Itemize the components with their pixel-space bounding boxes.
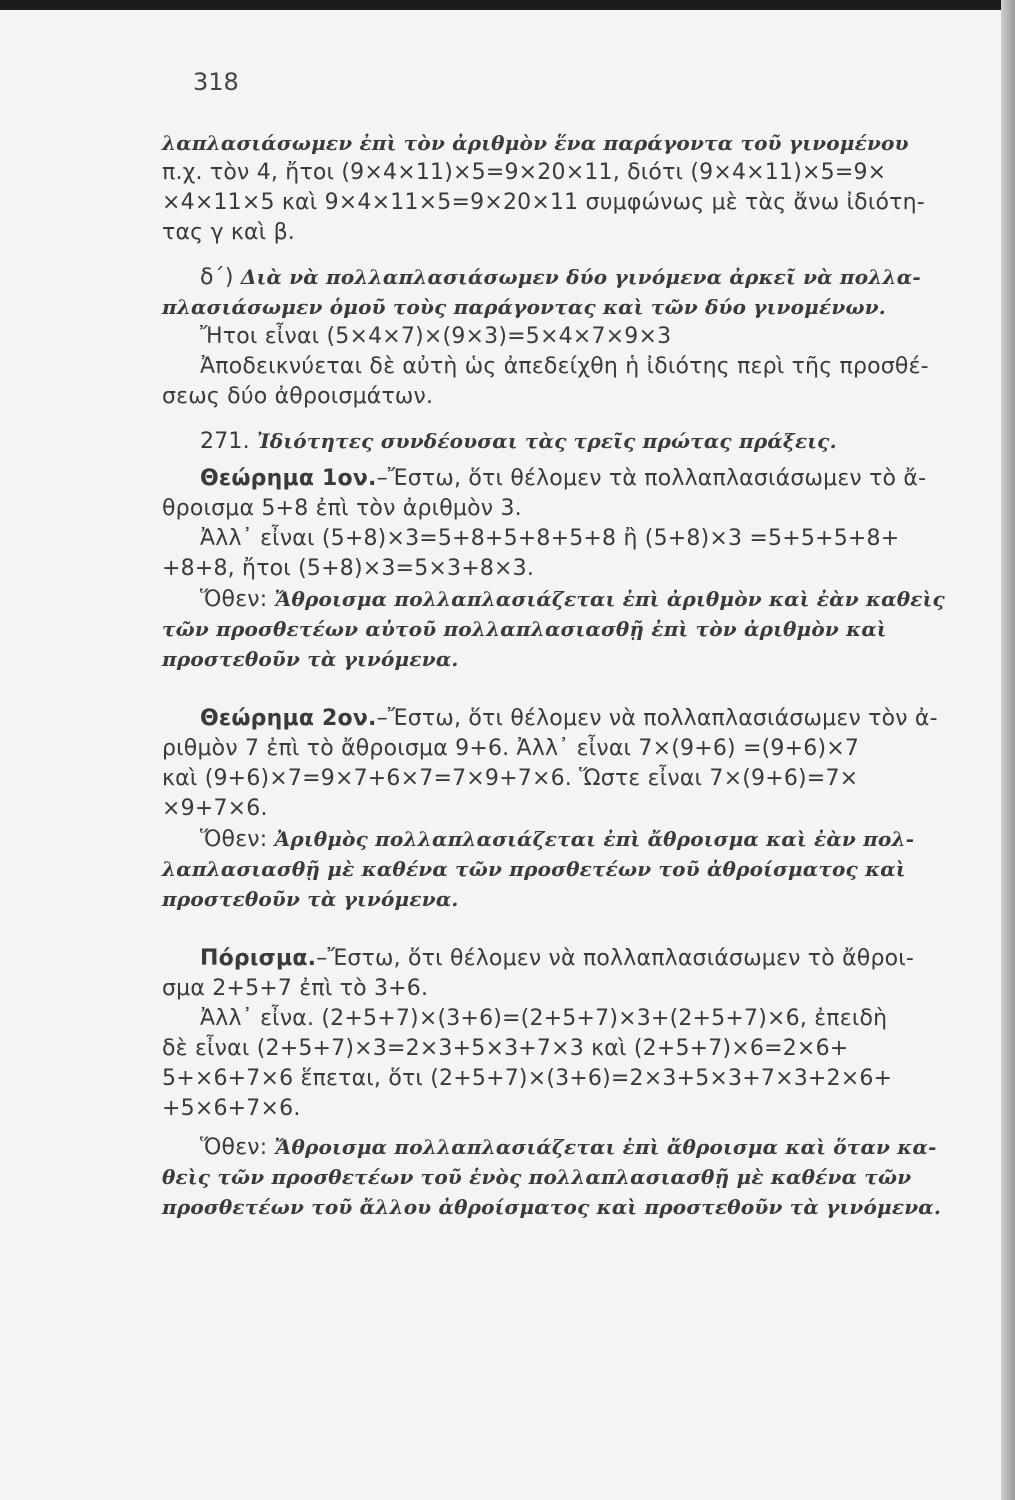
text-line (162, 824, 980, 854)
text-line (162, 262, 980, 292)
scan-top-border (0, 0, 1015, 10)
text-line: ×9+7×6. (162, 796, 268, 821)
text-line: δὲ εἶναι (2+5+7)×3=2×3+5×3+7×3 καὶ (2+5+7)×6=2×6+ (162, 1036, 849, 1061)
text-line: Ἀποδεικνύεται δὲ αὐτὴ ὡς ἀπεδείχθη ἡ ἰδιότης περὶ τῆς προσθέ- (200, 354, 929, 379)
text-line (162, 944, 980, 974)
scan-right-edge (1001, 0, 1015, 1500)
theorem-text: –Ἔστω, ὅτι θέλομεν τὰ πολλαπλασιάσωμεν τὸ ἄ- (376, 466, 927, 491)
text-line: +5×6+7×6. (162, 1096, 301, 1121)
text-line: Ἀλλ᾽ εἶνα. (2+5+7)×(3+6)=(2+5+7)×3+(2+5+7)×6, ἐπειδὴ (200, 1006, 888, 1031)
text-line: προστεθοῦν τὰ γινόμενα. (162, 647, 459, 671)
text-line: προσθετέων τοῦ ἄλλου ἀθροίσματος καὶ προστεθοῦν τὰ γινόμενα. (162, 1195, 942, 1219)
theorem-text: –Ἔστω, ὅτι θέλομεν νὰ πολλαπλασιάσωμεν τὸν ἀ- (376, 706, 938, 731)
text-line: Ἀλλ᾽ εἶναι (5+8)×3=5+8+5+8+5+8 ἢ (5+8)×3 =5+5+5+8+ (200, 526, 900, 551)
page-body (162, 128, 980, 1222)
text-line: θεὶς τῶν προσθετέων τοῦ ἑνὸς πολλαπλασιασθῇ μὲ καθένα τῶν (162, 1165, 912, 1189)
corollary-text: –Ἔστω, ὅτι θέλομεν νὰ πολλαπλασιάσωμεν τὸ ἄθροι- (316, 946, 915, 971)
conclusion-text: Ἄθροισμα πολλαπλασιάζεται ἐπὶ ἀριθμὸν καὶ ἐὰν καθεὶς (274, 587, 945, 611)
text-line: τῶν προσθετέων αὐτοῦ πολλαπλασιασθῇ ἐπὶ τὸν ἀριθμὸν καὶ (162, 617, 887, 641)
text-line: θροισμα 5+8 ἐπὶ τὸν ἀριθμὸν 3. (162, 496, 522, 521)
hence-label: Ὅθεν: (200, 587, 268, 612)
text-line: ×4×11×5 καὶ 9×4×11×5=9×20×11 συμφώνως μὲ τὰς ἄνω ἰδιότη- (162, 190, 925, 215)
item-label: δ΄) (200, 265, 234, 290)
text-line: σμα 2+5+7 ἐπὶ τὸ 3+6. (162, 976, 429, 1001)
text-line: 5+×6+7×6 ἕπεται, ὅτι (2+5+7)×(3+6)=2×3+5×3+7×3+2×6+ (162, 1066, 893, 1091)
page-number: 318 (193, 68, 239, 96)
hence-label: Ὅθεν: (200, 827, 268, 852)
rule-text: Διὰ νὰ πολλαπλασιάσωμεν δύο γινόμενα ἀρκεῖ νὰ πολλα- (240, 265, 921, 289)
text-line (162, 464, 980, 494)
text-line: πλασιάσωμεν ὁμοῦ τοὺς παράγοντας καὶ τῶν δύο γινομένων. (162, 295, 886, 319)
text-line (162, 704, 980, 734)
text-line (162, 584, 980, 614)
conclusion-text: Ἀριθμὸς πολλαπλασιάζεται ἐπὶ ἄθροισμα καὶ ἐὰν πολ- (274, 827, 915, 851)
text-line: λαπλασιασθῇ μὲ καθένα τῶν προσθετέων τοῦ ἀθροίσματος καὶ (162, 857, 906, 881)
section-title: Ἰδιότητες συνδέουσαι τὰς τρεῖς πρώτας πράξεις. (257, 429, 837, 453)
corollary-heading: Πόρισμα. (200, 946, 317, 971)
text-line: προστεθοῦν τὰ γινόμενα. (162, 887, 459, 911)
conclusion-text: Ἄθροισμα πολλαπλασιάζεται ἐπὶ ἄθροισμα καὶ ὅταν κα- (274, 1135, 937, 1159)
theorem-heading: Θεώρημα 2ον. (200, 706, 377, 731)
section-heading (162, 426, 980, 456)
text-line: σεως δύο ἀθροισμάτων. (162, 384, 434, 409)
text-line: λαπλασιάσωμεν ἐπὶ τὸν ἀριθμὸν ἕνα παράγοντα τοῦ γινομένου (162, 131, 909, 155)
text-line: Ἤτοι εἶναι (5×4×7)×(9×3)=5×4×7×9×3 (200, 324, 672, 349)
text-line: καὶ (9+6)×7=9×7+6×7=7×9+7×6. Ὥστε εἶναι 7×(9+6)=7× (162, 766, 859, 791)
theorem-heading: Θεώρημα 1ον. (200, 466, 377, 491)
section-number: 271. (200, 429, 250, 454)
text-line (162, 1132, 980, 1162)
text-line: π.χ. τὸν 4, ἤτοι (9×4×11)×5=9×20×11, διότι (9×4×11)×5=9× (162, 160, 887, 185)
hence-label: Ὅθεν: (200, 1135, 268, 1160)
text-line: ριθμὸν 7 ἐπὶ τὸ ἄθροισμα 9+6. Ἀλλ᾽ εἶναι 7×(9+6) =(9+6)×7 (162, 736, 860, 761)
text-line: τας γ καὶ β. (162, 220, 296, 245)
text-line: +8+8, ἤτοι (5+8)×3=5×3+8×3. (162, 556, 535, 581)
